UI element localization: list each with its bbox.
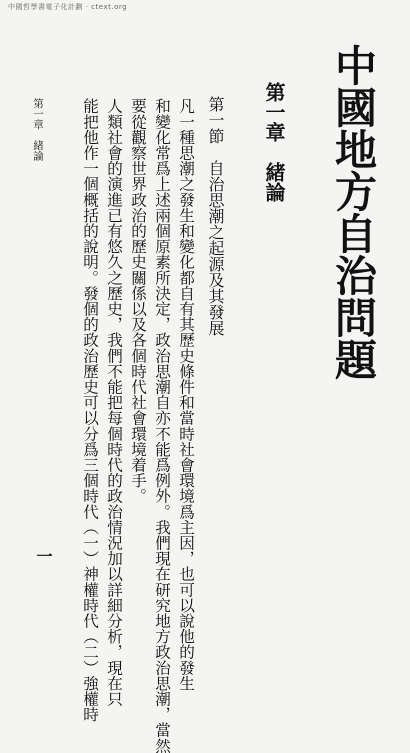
section-heading: 第一節 自治思潮之起源及其發展 [206,96,225,336]
paragraph-line-2: 和變化常爲上述兩個原素所決定，政治思潮自亦不能爲例外。我們現在研究地方政治思潮，當然 [153,98,171,753]
paragraph-line-3: 要從觀察世界政治的歷史關係以及各個時代社會環境着手。 [129,98,147,504]
book-title: 中國地方自治問題 [329,44,378,380]
paragraph-line-4: 人類社會的演進已有悠久之歷史，我們不能把每個時代的政治情況加以詳細分析，現在只 [105,98,123,707]
paragraph-line-1: 凡一種思潮之發生和變化都自有其歷史條件和當時社會環境爲主因，也可以說他的發生 [177,98,195,691]
page-number: 一 [34,548,53,564]
running-header: 第一章 緒論 [32,98,44,161]
chapter-heading: 第一章 緒論 [262,82,286,202]
paragraph-line-5: 能把他作一個概括的說明。發個的政治歷史可以分爲三個時代（一）神權時代（二）強權時 [81,98,99,722]
watermark: 中國哲學書電子化計劃 · ctext.org [8,3,128,11]
